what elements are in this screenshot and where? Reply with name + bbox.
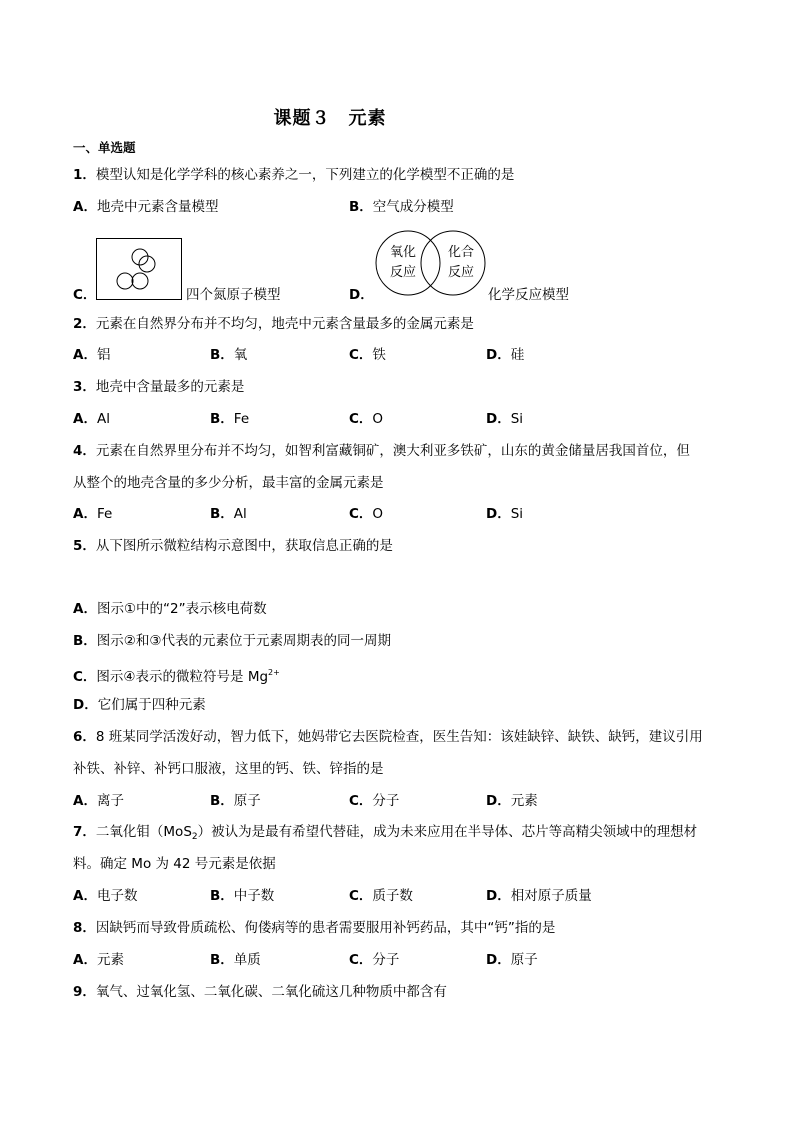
q1-option-d-text: 化学反应模型	[488, 287, 569, 303]
option-letter: B．	[349, 199, 373, 215]
option-letter: A．	[73, 506, 97, 522]
option-letter: D．	[486, 411, 511, 427]
question-text: 因缺钙而导致骨质疏松、佝偻病等的患者需要服用补钙药品，其中“钙”指的是	[95, 920, 556, 936]
option-text: 元素	[510, 793, 538, 809]
venn-circles-icon	[373, 228, 489, 298]
q6-option-d[interactable]	[486, 792, 538, 810]
option-text: 元素	[96, 952, 124, 968]
option-letter: A．	[73, 411, 97, 427]
venn-right-line2: 反应	[447, 265, 475, 280]
option-letter: C．	[73, 669, 97, 685]
q1-option-a[interactable]	[73, 198, 218, 216]
q6-option-a[interactable]	[73, 792, 124, 810]
option-text: Al	[233, 506, 247, 522]
question-text: 二氧化钼（MoS	[95, 824, 192, 840]
q2-option-d[interactable]	[486, 346, 524, 364]
venn-right-line1: 化合	[447, 245, 475, 260]
option-text: Fe	[233, 411, 250, 427]
question-text: 氧气、过氧化氢、二氧化碳、二氧化硫这几种物质中都含有	[95, 984, 447, 1000]
option-text: 质子数	[372, 888, 413, 904]
option-letter: A．	[73, 888, 97, 904]
question-number: 8．	[73, 920, 96, 936]
option-text: 电子数	[96, 888, 138, 904]
question-number: 4．	[73, 443, 96, 459]
option-letter: C．	[349, 347, 373, 363]
q4-option-d[interactable]	[486, 505, 523, 523]
option-letter: D．	[486, 952, 511, 968]
q3-option-d[interactable]	[486, 410, 523, 428]
q2-option-c[interactable]	[349, 346, 386, 364]
q8-option-b[interactable]	[210, 951, 261, 969]
question-4	[73, 442, 690, 460]
option-text: Si	[510, 411, 524, 427]
option-letter: C．	[349, 506, 373, 522]
title-lesson: 课题３	[273, 108, 331, 129]
q5-option-b[interactable]	[73, 632, 391, 650]
question-number: 5．	[73, 538, 96, 554]
option-letter: C．	[73, 287, 97, 303]
option-text: 原子	[233, 793, 261, 809]
question-text: 模型认知是化学学科的核心素养之一，下列建立的化学模型不正确的是	[95, 167, 515, 183]
option-letter: C．	[349, 793, 373, 809]
q8-option-a[interactable]	[73, 951, 124, 969]
option-letter: B．	[210, 347, 234, 363]
charge-superscript: 2+	[268, 668, 280, 677]
option-text: 中子数	[233, 888, 275, 904]
q2-option-b[interactable]	[210, 346, 247, 364]
q5-option-d[interactable]	[73, 696, 206, 714]
option-letter: D．	[486, 506, 511, 522]
option-text: O	[372, 411, 384, 427]
option-text: 图示①中的“2”表示核电荷数	[96, 601, 267, 617]
option-letter: D．	[349, 287, 374, 303]
option-letter: B．	[210, 888, 234, 904]
question-number: 2．	[73, 316, 96, 332]
q6-option-b[interactable]	[210, 792, 261, 810]
option-letter: B．	[210, 793, 234, 809]
question-4-cont: 从整个的地壳含量的多少分析，最丰富的金属元素是	[73, 475, 384, 491]
question-1	[73, 166, 514, 184]
formula-subscript: 2	[191, 832, 198, 842]
option-text: 分子	[372, 952, 400, 968]
q8-option-d[interactable]	[486, 951, 538, 969]
question-7-cont: 料。确定 Mo 为 42 号元素是依据	[73, 856, 276, 872]
option-text: 地壳中元素含量模型	[96, 199, 219, 215]
q7-option-c[interactable]	[349, 887, 413, 905]
option-letter: A．	[73, 952, 97, 968]
option-letter: A．	[73, 347, 97, 363]
option-text: Fe	[96, 506, 113, 522]
question-5	[73, 537, 393, 555]
option-text: 原子	[510, 952, 538, 968]
option-text: O	[372, 506, 384, 522]
option-letter: D．	[486, 347, 511, 363]
option-letter: C．	[349, 952, 373, 968]
option-text: 硅	[510, 347, 525, 363]
question-6	[73, 728, 703, 746]
option-letter: D．	[73, 697, 98, 713]
question-2	[73, 315, 474, 333]
q1-option-c[interactable]	[73, 286, 96, 304]
question-7	[73, 823, 697, 846]
q2-option-a[interactable]	[73, 346, 110, 364]
title-topic: 元素	[348, 108, 387, 129]
option-letter: B．	[73, 633, 97, 649]
q5-option-a[interactable]	[73, 600, 267, 618]
q1-option-c-text: 四个氮原子模型	[186, 287, 281, 303]
option-text: 空气成分模型	[372, 199, 454, 215]
option-text: 分子	[372, 793, 400, 809]
option-letter: C．	[349, 411, 373, 427]
option-letter: B．	[210, 506, 234, 522]
question-text: 元素在自然界里分布并不均匀，如智利富藏铜矿，澳大利亚多铁矿，山东的黄金储量居我国首位，但	[95, 443, 690, 459]
q5-option-c[interactable]	[73, 664, 280, 686]
option-text: 铁	[372, 347, 386, 363]
question-3	[73, 378, 244, 396]
question-text: 地壳中含量最多的元素是	[95, 379, 245, 395]
q3-option-c[interactable]	[349, 410, 383, 428]
q3-option-a[interactable]	[73, 410, 110, 428]
q7-option-b[interactable]	[210, 887, 274, 905]
question-number: 9．	[73, 984, 96, 1000]
venn-left-line2: 反应	[389, 265, 417, 280]
option-letter: D．	[486, 793, 511, 809]
q4-option-c[interactable]	[349, 505, 383, 523]
question-number: 3．	[73, 379, 96, 395]
option-text: 相对原子质量	[510, 888, 592, 904]
option-text: 图示②和③代表的元素位于元素周期表的同一周期	[96, 633, 392, 649]
q7-option-d[interactable]	[486, 887, 592, 905]
option-letter: C．	[349, 888, 373, 904]
question-text: 从下图所示微粒结构示意图中，获取信息正确的是	[95, 538, 393, 554]
question-text: 8 班某同学活泼好动，智力低下，她妈带它去医院检查，医生告知：该娃缺锌、缺铁、缺钙，建议引用	[95, 729, 703, 745]
venn-left-line1: 氧化	[389, 245, 417, 260]
option-letter: D．	[486, 888, 511, 904]
q4-option-b[interactable]	[210, 505, 247, 523]
atom-circles-icon	[97, 239, 181, 299]
question-number: 1．	[73, 167, 96, 183]
nitrogen-atoms-figure	[96, 238, 182, 300]
option-text: Si	[510, 506, 524, 522]
option-letter: A．	[73, 793, 97, 809]
question-6-cont: 补铁、补锌、补钙口服液，这里的钙、铁、锌指的是	[73, 761, 384, 777]
option-text: 它们属于四种元素	[97, 697, 206, 713]
q1-option-d[interactable]	[349, 286, 374, 304]
q3-option-b[interactable]	[210, 410, 249, 428]
page-title	[0, 104, 660, 130]
q1-option-b[interactable]	[349, 198, 454, 216]
question-9	[73, 983, 447, 1001]
q8-option-c[interactable]	[349, 951, 399, 969]
q7-option-a[interactable]	[73, 887, 137, 905]
option-letter: B．	[210, 411, 234, 427]
option-letter: A．	[73, 601, 97, 617]
option-text: 单质	[233, 952, 261, 968]
question-text: 元素在自然界分布并不均匀，地壳中元素含量最多的金属元素是	[95, 316, 474, 332]
q4-option-a[interactable]	[73, 505, 112, 523]
question-text-cont: ）被认为是最有希望代替硅，成为未来应用在半导体、芯片等高精尖领域中的理想材	[197, 824, 698, 840]
reaction-venn-figure	[373, 228, 489, 298]
question-number: 7．	[73, 824, 96, 840]
question-8	[73, 919, 555, 937]
q6-option-c[interactable]	[349, 792, 399, 810]
question-number: 6．	[73, 729, 96, 745]
option-letter: A．	[73, 199, 97, 215]
section-heading: 一、单选题	[73, 140, 136, 155]
option-text: Al	[96, 411, 110, 427]
option-text: 图示④表示的微粒符号是 Mg	[96, 669, 269, 685]
option-text: 铝	[96, 347, 111, 363]
option-text: 氧	[233, 347, 248, 363]
option-text: 离子	[96, 793, 124, 809]
option-letter: B．	[210, 952, 234, 968]
